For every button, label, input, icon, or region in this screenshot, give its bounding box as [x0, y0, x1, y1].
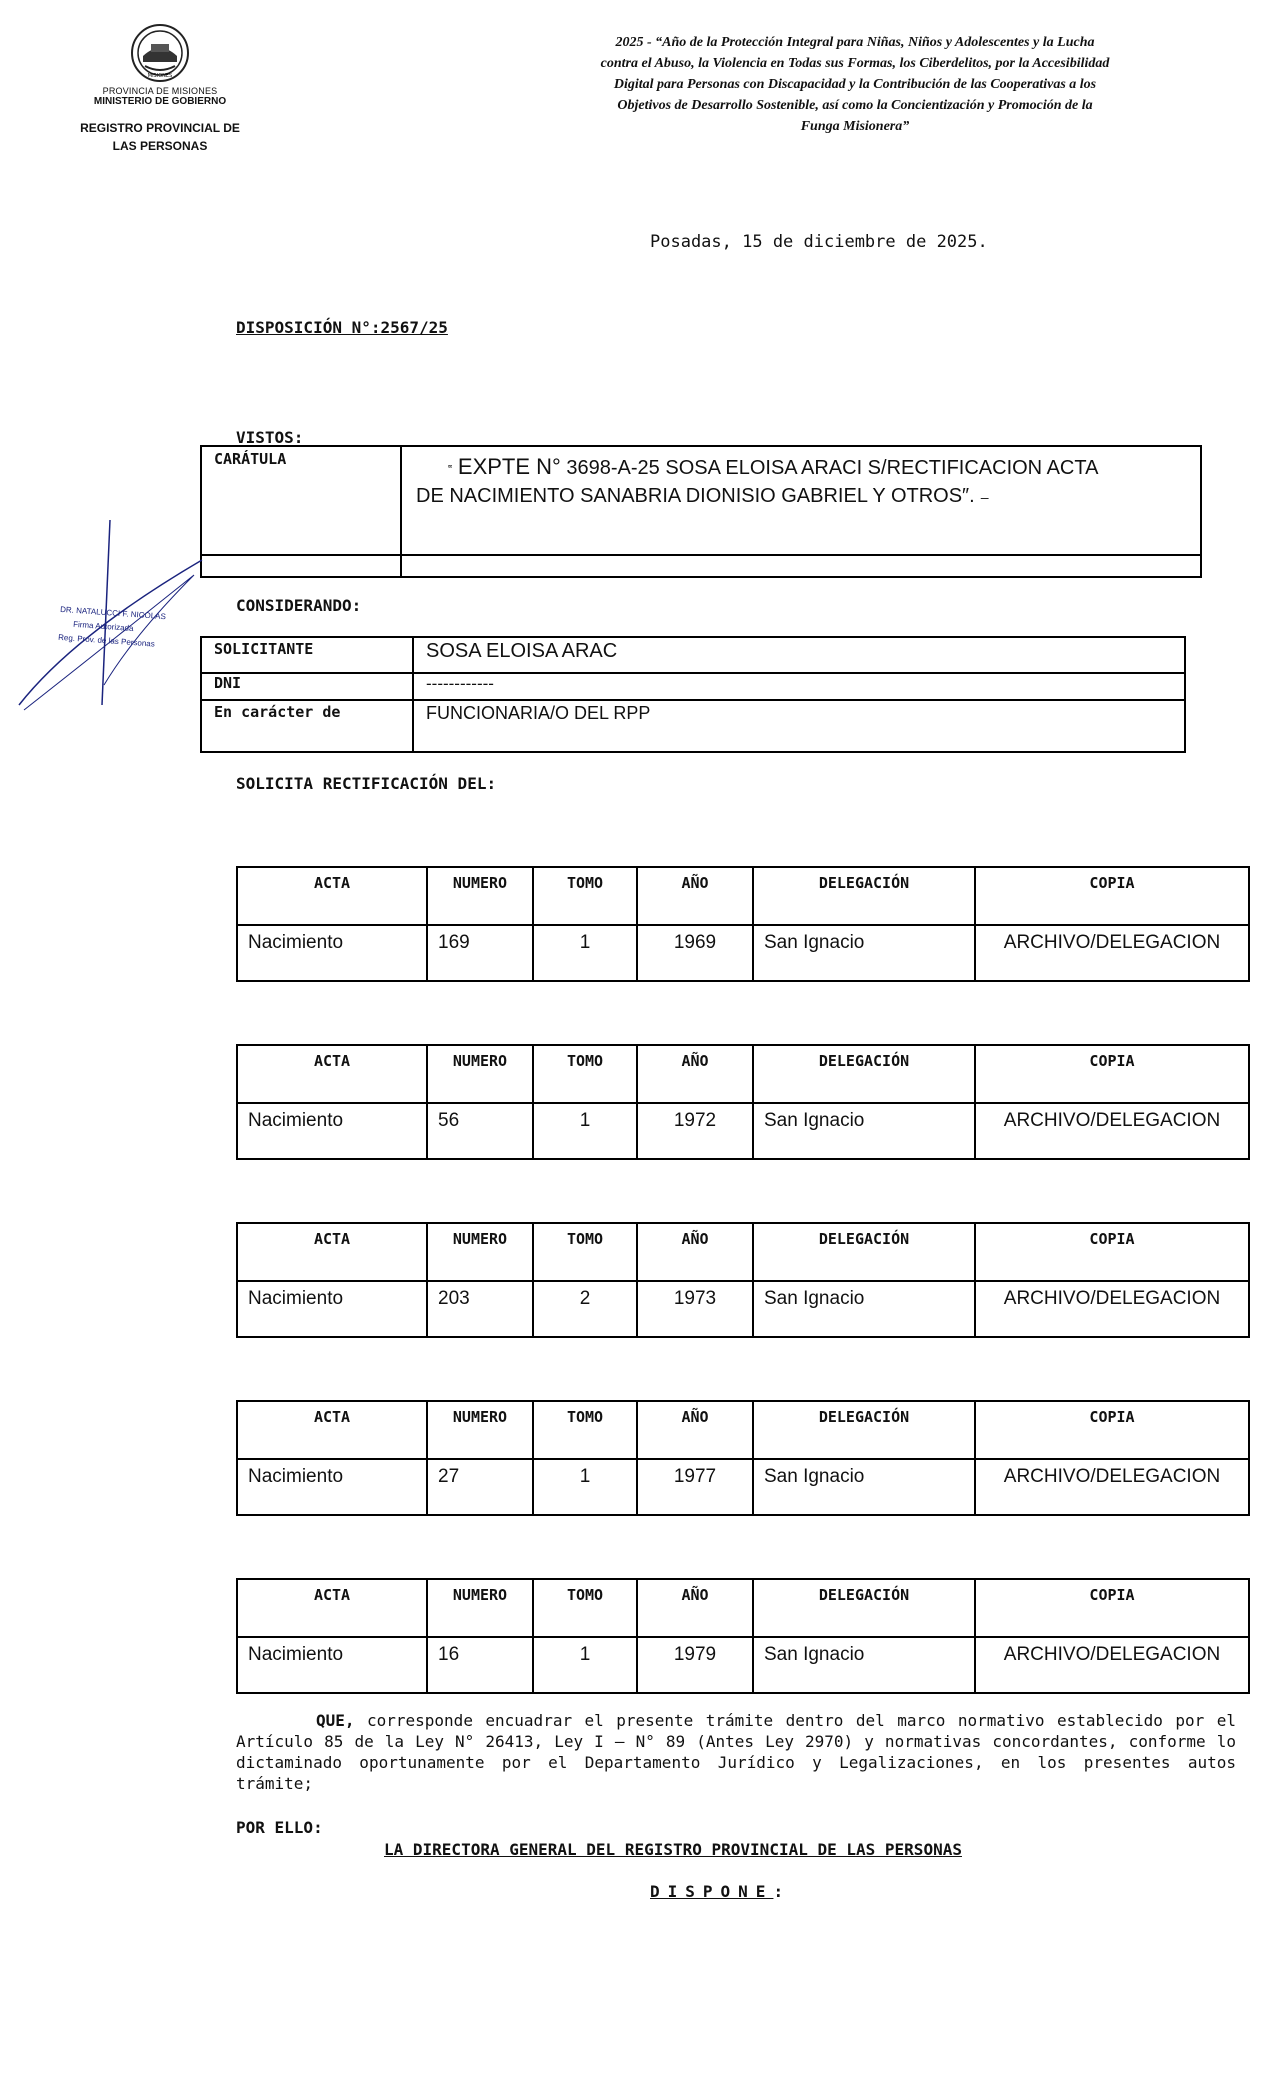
por-ello-label: POR ELLO: [236, 1818, 323, 1837]
cell-delegacion: San Ignacio [753, 1459, 975, 1515]
acta-table-1 [236, 866, 1250, 982]
cell-copia: ARCHIVO/DELEGACION [975, 1281, 1249, 1337]
header-delegacion: DELEGACIÓN [753, 1223, 975, 1281]
cell-tomo: 2 [533, 1281, 637, 1337]
caratula-text: ‟ EXPTE N° 3698-A-25 SOSA ELOISA ARACI S/RECTIFICACION ACTA DE NACIMIENTO SANABRIA DIONISIO GABRIEL Y OTROS″. – [416, 454, 1099, 507]
cell-tomo: 1 [533, 1459, 637, 1515]
header-copia: COPIA [975, 1401, 1249, 1459]
header-delegacion: DELEGACIÓN [753, 1401, 975, 1459]
cell-anio: 1973 [637, 1281, 753, 1337]
header-acta: ACTA [237, 1579, 427, 1637]
solicitante-table [200, 636, 1186, 753]
header-numero: NUMERO [427, 1223, 533, 1281]
dispone-heading: DISPONE: [650, 1882, 784, 1901]
header-numero: NUMERO [427, 1045, 533, 1103]
caratula-table [200, 445, 1202, 578]
acta-header-row [237, 867, 1249, 925]
province-name: PROVINCIA DE MISIONES [102, 86, 218, 96]
cell-acta: Nacimiento [237, 1459, 427, 1515]
que-text: corresponde encuadrar el presente trámite dentro del marco normativo establecido por el Artículo 85 de la Ley N° 26413, Ley I – N° 89 (Antes Ley 2970) y normativas concordantes, conforme lo dictaminado oportunamente por el Departamento Jurídico y Legalizaciones, en los presentes autos trámite; [236, 1711, 1236, 1793]
cell-acta: Nacimiento [237, 1281, 427, 1337]
acta-header-row [237, 1045, 1249, 1103]
header-copia: COPIA [975, 1045, 1249, 1103]
svg-text:MISIONES: MISIONES [147, 73, 173, 79]
table-row [237, 925, 1249, 981]
cell-numero: 169 [427, 925, 533, 981]
header-numero: NUMERO [427, 867, 533, 925]
caratula-value-cell [401, 446, 1201, 555]
year-motto: 2025 - “Año de la Protección Integral para Niñas, Niños y Adolescentes y la Lucha contra el Abuso, la Violencia en Todas sus Formas, los Ciberdelitos, por la Accesibilidad Digital para Personas con Discapacidad y la Contribución de las Cooperativas a los Objetivos de Desarrollo Sostenible, así como la Concientización y Promoción de la Funga Misionera” [600, 35, 1110, 134]
cell-anio: 1969 [637, 925, 753, 981]
cell-copia: ARCHIVO/DELEGACION [975, 1103, 1249, 1159]
acta-header-row [237, 1401, 1249, 1459]
acta-header-row [237, 1223, 1249, 1281]
cell-copia: ARCHIVO/DELEGACION [975, 1637, 1249, 1693]
header-delegacion: DELEGACIÓN [753, 1579, 975, 1637]
header-anio: AÑO [637, 1045, 753, 1103]
header-numero: NUMERO [427, 1579, 533, 1637]
acta-table-3 [236, 1222, 1250, 1338]
cell-tomo: 1 [533, 925, 637, 981]
date-line: Posadas, 15 de diciembre de 2025. [650, 232, 988, 252]
header-delegacion: DELEGACIÓN [753, 867, 975, 925]
table-row [237, 1459, 1249, 1515]
disposition-number: DISPOSICIÓN N°:2567/25 [236, 318, 448, 337]
acta-table-2 [236, 1044, 1250, 1160]
header-delegacion: DELEGACIÓN [753, 1045, 975, 1103]
header-tomo: TOMO [533, 1223, 637, 1281]
cell-copia: ARCHIVO/DELEGACION [975, 1459, 1249, 1515]
table-row [237, 1637, 1249, 1693]
header-acta: ACTA [237, 1401, 427, 1459]
caratula-label: CARÁTULA [214, 450, 287, 468]
caratula-empty-cell [201, 555, 401, 577]
cell-numero: 16 [427, 1637, 533, 1693]
que-paragraph [236, 1710, 1236, 1794]
dni-label: DNI [214, 674, 242, 692]
header-copia: COPIA [975, 1579, 1249, 1637]
cell-numero: 56 [427, 1103, 533, 1159]
header-anio: AÑO [637, 1223, 753, 1281]
header-acta: ACTA [237, 1223, 427, 1281]
provincial-seal-icon [129, 22, 191, 84]
cell-anio: 1972 [637, 1103, 753, 1159]
ministry-name: MINISTERIO DE GOBIERNO [93, 96, 227, 107]
header-copia: COPIA [975, 867, 1249, 925]
cell-tomo: 1 [533, 1637, 637, 1693]
header-tomo: TOMO [533, 1579, 637, 1637]
cell-delegacion: San Ignacio [753, 925, 975, 981]
cell-anio: 1977 [637, 1459, 753, 1515]
header-numero: NUMERO [427, 1401, 533, 1459]
cell-tomo: 1 [533, 1103, 637, 1159]
acta-header-row [237, 1579, 1249, 1637]
cell-anio: 1979 [637, 1637, 753, 1693]
dni-value: ------------ [426, 674, 494, 693]
cell-delegacion: San Ignacio [753, 1637, 975, 1693]
considerando-label: CONSIDERANDO: [236, 596, 362, 615]
caratula-label-cell [201, 446, 401, 555]
header-tomo: TOMO [533, 1401, 637, 1459]
header-copia: COPIA [975, 1223, 1249, 1281]
cell-copia: ARCHIVO/DELEGACION [975, 925, 1249, 981]
cell-acta: Nacimiento [237, 1103, 427, 1159]
que-lead: QUE, [316, 1711, 355, 1730]
acta-table-4 [236, 1400, 1250, 1516]
vistos-label: VISTOS: [236, 428, 304, 447]
header-acta: ACTA [237, 1045, 427, 1103]
solicitante-value: SOSA ELOISA ARAC [426, 640, 618, 662]
table-row [237, 1103, 1249, 1159]
solicitante-label: SOLICITANTE [214, 640, 314, 658]
caratula-empty-cell [401, 555, 1201, 577]
cell-numero: 203 [427, 1281, 533, 1337]
directora-line: LA DIRECTORA GENERAL DEL REGISTRO PROVINCIAL DE LAS PERSONAS [384, 1840, 962, 1859]
header-acta: ACTA [237, 867, 427, 925]
signature-caption: DR. NATALUCCI F. NICOLAS Firma Autorizada Reg. Prov. de las Personas [57, 604, 167, 649]
registry-logo-block [70, 22, 250, 155]
caracter-value: FUNCIONARIA/O DEL RPP [426, 703, 651, 723]
header-tomo: TOMO [533, 867, 637, 925]
cell-acta: Nacimiento [237, 925, 427, 981]
header-anio: AÑO [637, 1579, 753, 1637]
table-row [237, 1281, 1249, 1337]
cell-delegacion: San Ignacio [753, 1103, 975, 1159]
acta-table-5 [236, 1578, 1250, 1694]
caracter-label: En carácter de [214, 703, 341, 721]
solicita-label: SOLICITA RECTIFICACIÓN DEL: [236, 774, 497, 793]
header-anio: AÑO [637, 1401, 753, 1459]
header-anio: AÑO [637, 867, 753, 925]
cell-numero: 27 [427, 1459, 533, 1515]
header-tomo: TOMO [533, 1045, 637, 1103]
cell-delegacion: San Ignacio [753, 1281, 975, 1337]
registry-name: REGISTRO PROVINCIAL DE LAS PERSONAS [80, 121, 240, 153]
signature-stamp [14, 515, 214, 715]
cell-acta: Nacimiento [237, 1637, 427, 1693]
